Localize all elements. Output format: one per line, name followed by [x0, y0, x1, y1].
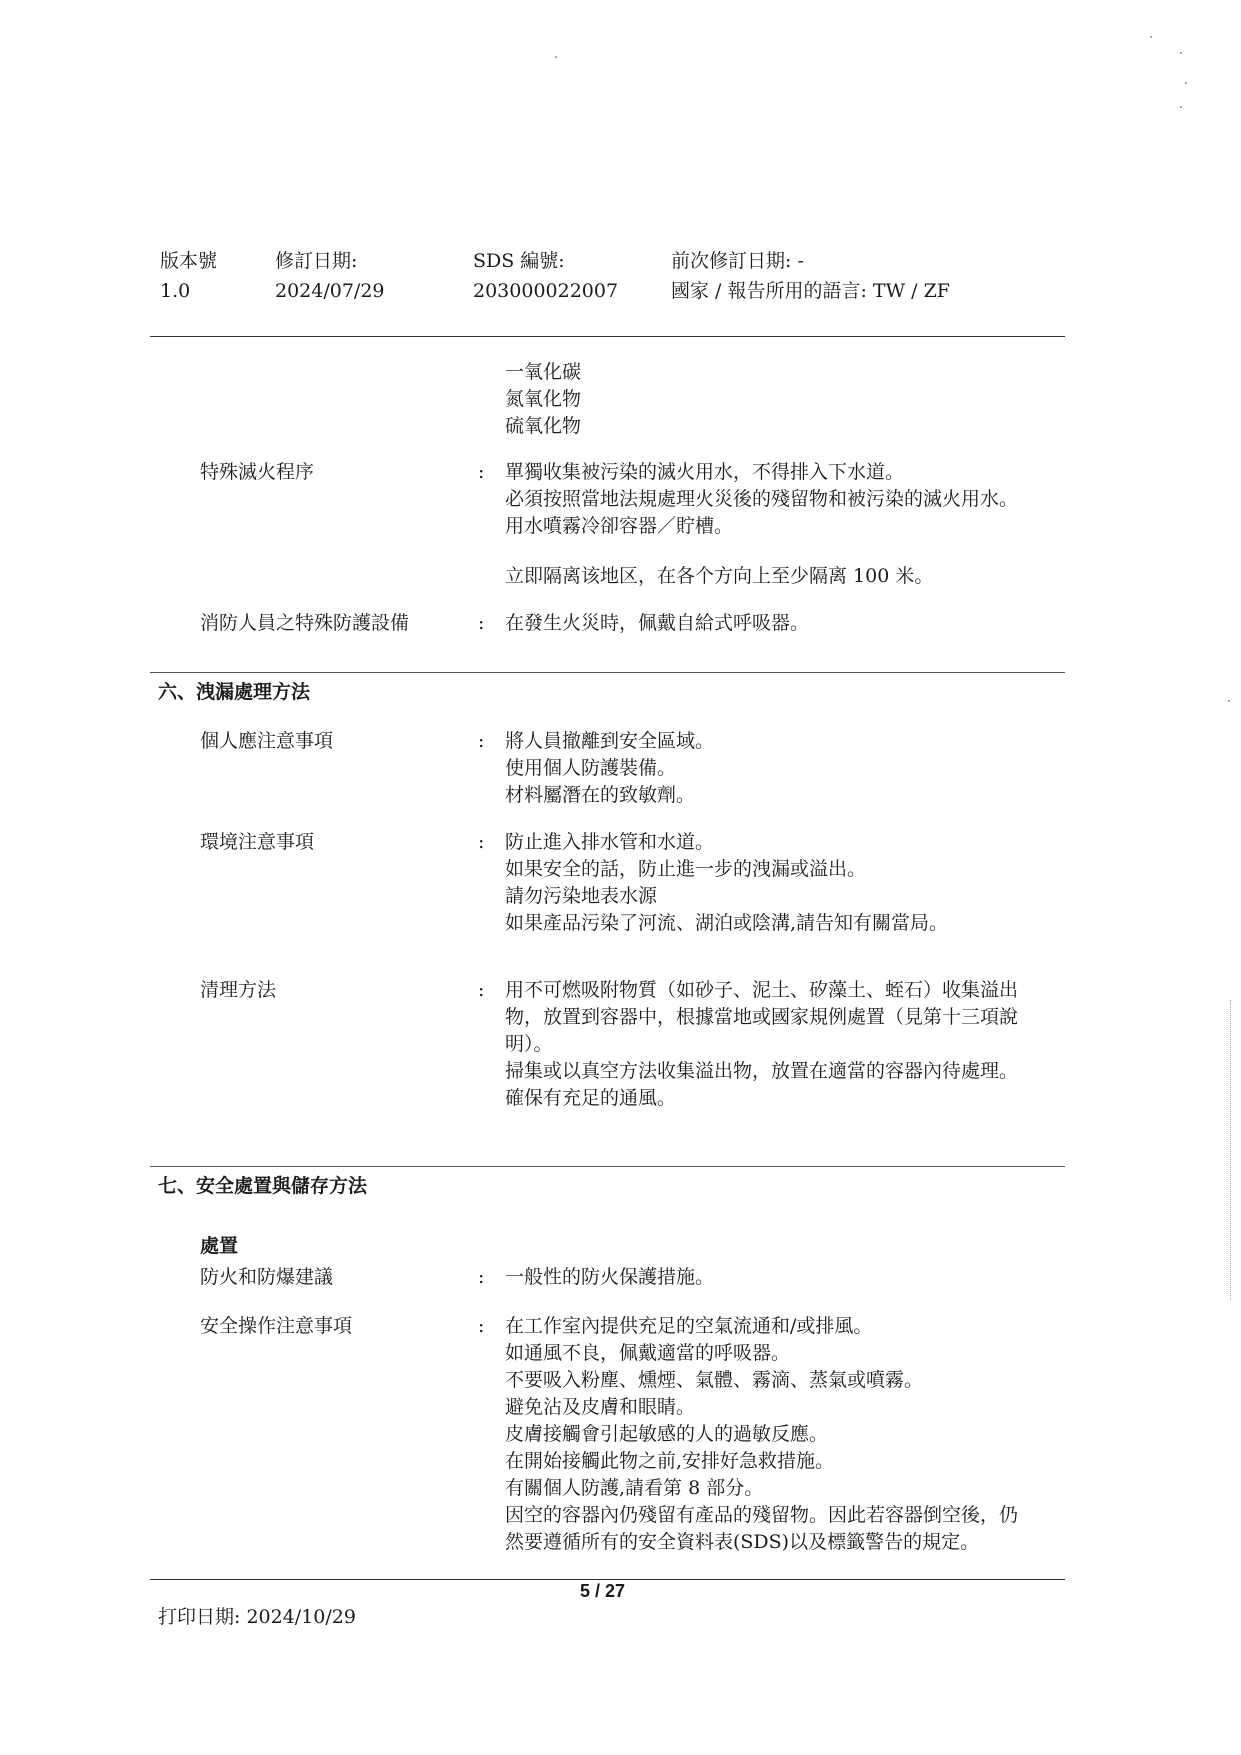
footer-divider: [150, 1579, 1065, 1580]
combustion-products-list: [505, 359, 581, 440]
list-item: 將人員撤離到安全區域。: [505, 730, 715, 752]
list-item: 確保有充足的通風。: [505, 1087, 677, 1109]
list-item: 如果安全的話，防止進一步的洩漏或溢出。: [505, 858, 867, 880]
sds-number-value: 203000022007: [473, 280, 619, 302]
list-item: 有關個人防護,請看第 8 部分。: [505, 1477, 764, 1499]
list-item: 明）。: [505, 1033, 553, 1055]
isolate-area-note: 立即隔离该地区，在各个方向上至少隔离 100 米。: [505, 565, 934, 587]
list-item: 請勿污染地表水源: [505, 885, 658, 907]
firefighter-ppe-label: 消防人員之特殊防護設備: [200, 612, 410, 634]
list-item: 然要遵循所有的安全資料表(SDS)以及標籤警告的規定。: [505, 1531, 980, 1553]
list-item: 物，放置到容器中，根據當地或國家規例處置（見第十三項說: [505, 1006, 1019, 1028]
safe-handling-value: [505, 1313, 1018, 1556]
list-item: 單獨收集被污染的滅火用水，不得排入下水道。: [505, 461, 905, 483]
colon: :: [478, 612, 485, 634]
special-firefighting-label: 特殊滅火程序: [200, 461, 315, 483]
colon: :: [478, 1315, 485, 1337]
environmental-precautions-label: 環境注意事項: [200, 831, 315, 853]
fire-explosion-advice-label: 防火和防爆建議: [200, 1266, 334, 1288]
previous-revision-date: 前次修訂日期: -: [671, 250, 804, 272]
cleanup-methods-value: [505, 977, 1018, 1112]
sds-number-label: SDS 編號:: [473, 250, 565, 272]
special-firefighting-value: [505, 459, 1018, 540]
colon: :: [478, 979, 485, 1001]
colon: :: [478, 730, 485, 752]
list-item: 在開始接觸此物之前,安排好急救措施。: [505, 1450, 835, 1472]
fire-explosion-advice-value: 一般性的防火保護措施。: [505, 1266, 715, 1288]
list-item: 用水噴霧冷卻容器／貯槽。: [505, 515, 734, 537]
list-item: 用不可燃吸附物質（如砂子、泥土、矽藻土、蛭石）收集溢出: [505, 979, 1019, 1001]
list-item: 在工作室內提供充足的空氣流通和/或排風。: [505, 1315, 873, 1337]
scan-edge-mark: [1230, 1000, 1231, 1300]
list-item: 硫氧化物: [505, 415, 582, 437]
print-date: 打印日期: 2024/10/29: [158, 1606, 356, 1628]
list-item: 防止進入排水管和水道。: [505, 831, 715, 853]
personal-precautions-value: [505, 728, 714, 809]
cleanup-methods-label: 清理方法: [200, 979, 277, 1001]
list-item: 材料屬潛在的致敏劑。: [505, 784, 696, 806]
list-item: 如通風不良，佩戴適當的呼吸器。: [505, 1342, 791, 1364]
revision-date-value: 2024/07/29: [275, 280, 385, 302]
colon: :: [478, 1266, 485, 1288]
scan-speck: [1180, 52, 1182, 54]
scan-speck: [1185, 82, 1187, 84]
list-item: 使用個人防護裝備。: [505, 757, 677, 779]
section-6-title: 六、洩漏處理方法: [158, 681, 311, 703]
colon: :: [478, 831, 485, 853]
header-divider: [150, 336, 1065, 337]
safe-handling-label: 安全操作注意事項: [200, 1315, 353, 1337]
environmental-precautions-value: [505, 829, 948, 937]
list-item: 因空的容器內仍殘留有產品的殘留物。因此若容器倒空後，仍: [505, 1504, 1019, 1526]
firefighter-ppe-value: 在發生火災時，佩戴自給式呼吸器。: [505, 612, 810, 634]
scan-speck: [1180, 106, 1182, 108]
list-item: 一氧化碳: [505, 361, 582, 383]
page-number: 5 / 27: [580, 1581, 626, 1601]
list-item: 不要吸入粉塵、燻煙、氣體、霧滴、蒸氣或噴霧。: [505, 1369, 924, 1391]
section-divider: [150, 1166, 1065, 1167]
scan-speck: [555, 56, 557, 58]
personal-precautions-label: 個人應注意事項: [200, 730, 334, 752]
colon: :: [478, 461, 485, 483]
version-value: 1.0: [160, 280, 191, 302]
country-language: 國家 / 報告所用的語言: TW / ZF: [671, 280, 950, 302]
version-label: 版本號: [160, 250, 218, 272]
list-item: 掃集或以真空方法收集溢出物，放置在適當的容器內待處理。: [505, 1060, 1019, 1082]
list-item: 如果產品污染了河流、湖泊或陰溝,請告知有關當局。: [505, 912, 949, 934]
scan-speck: [1150, 36, 1152, 38]
list-item: 必須按照當地法規處理火災後的殘留物和被污染的滅火用水。: [505, 488, 1019, 510]
section-divider: [150, 672, 1065, 673]
scan-speck: [1228, 700, 1230, 702]
list-item: 皮膚接觸會引起敏感的人的過敏反應。: [505, 1423, 829, 1445]
list-item: 避免沾及皮膚和眼睛。: [505, 1396, 696, 1418]
handling-subtitle: 處置: [200, 1235, 239, 1257]
list-item: 氮氧化物: [505, 388, 582, 410]
section-7-title: 七、安全處置與儲存方法: [158, 1175, 368, 1197]
revision-date-label: 修訂日期:: [275, 250, 358, 272]
